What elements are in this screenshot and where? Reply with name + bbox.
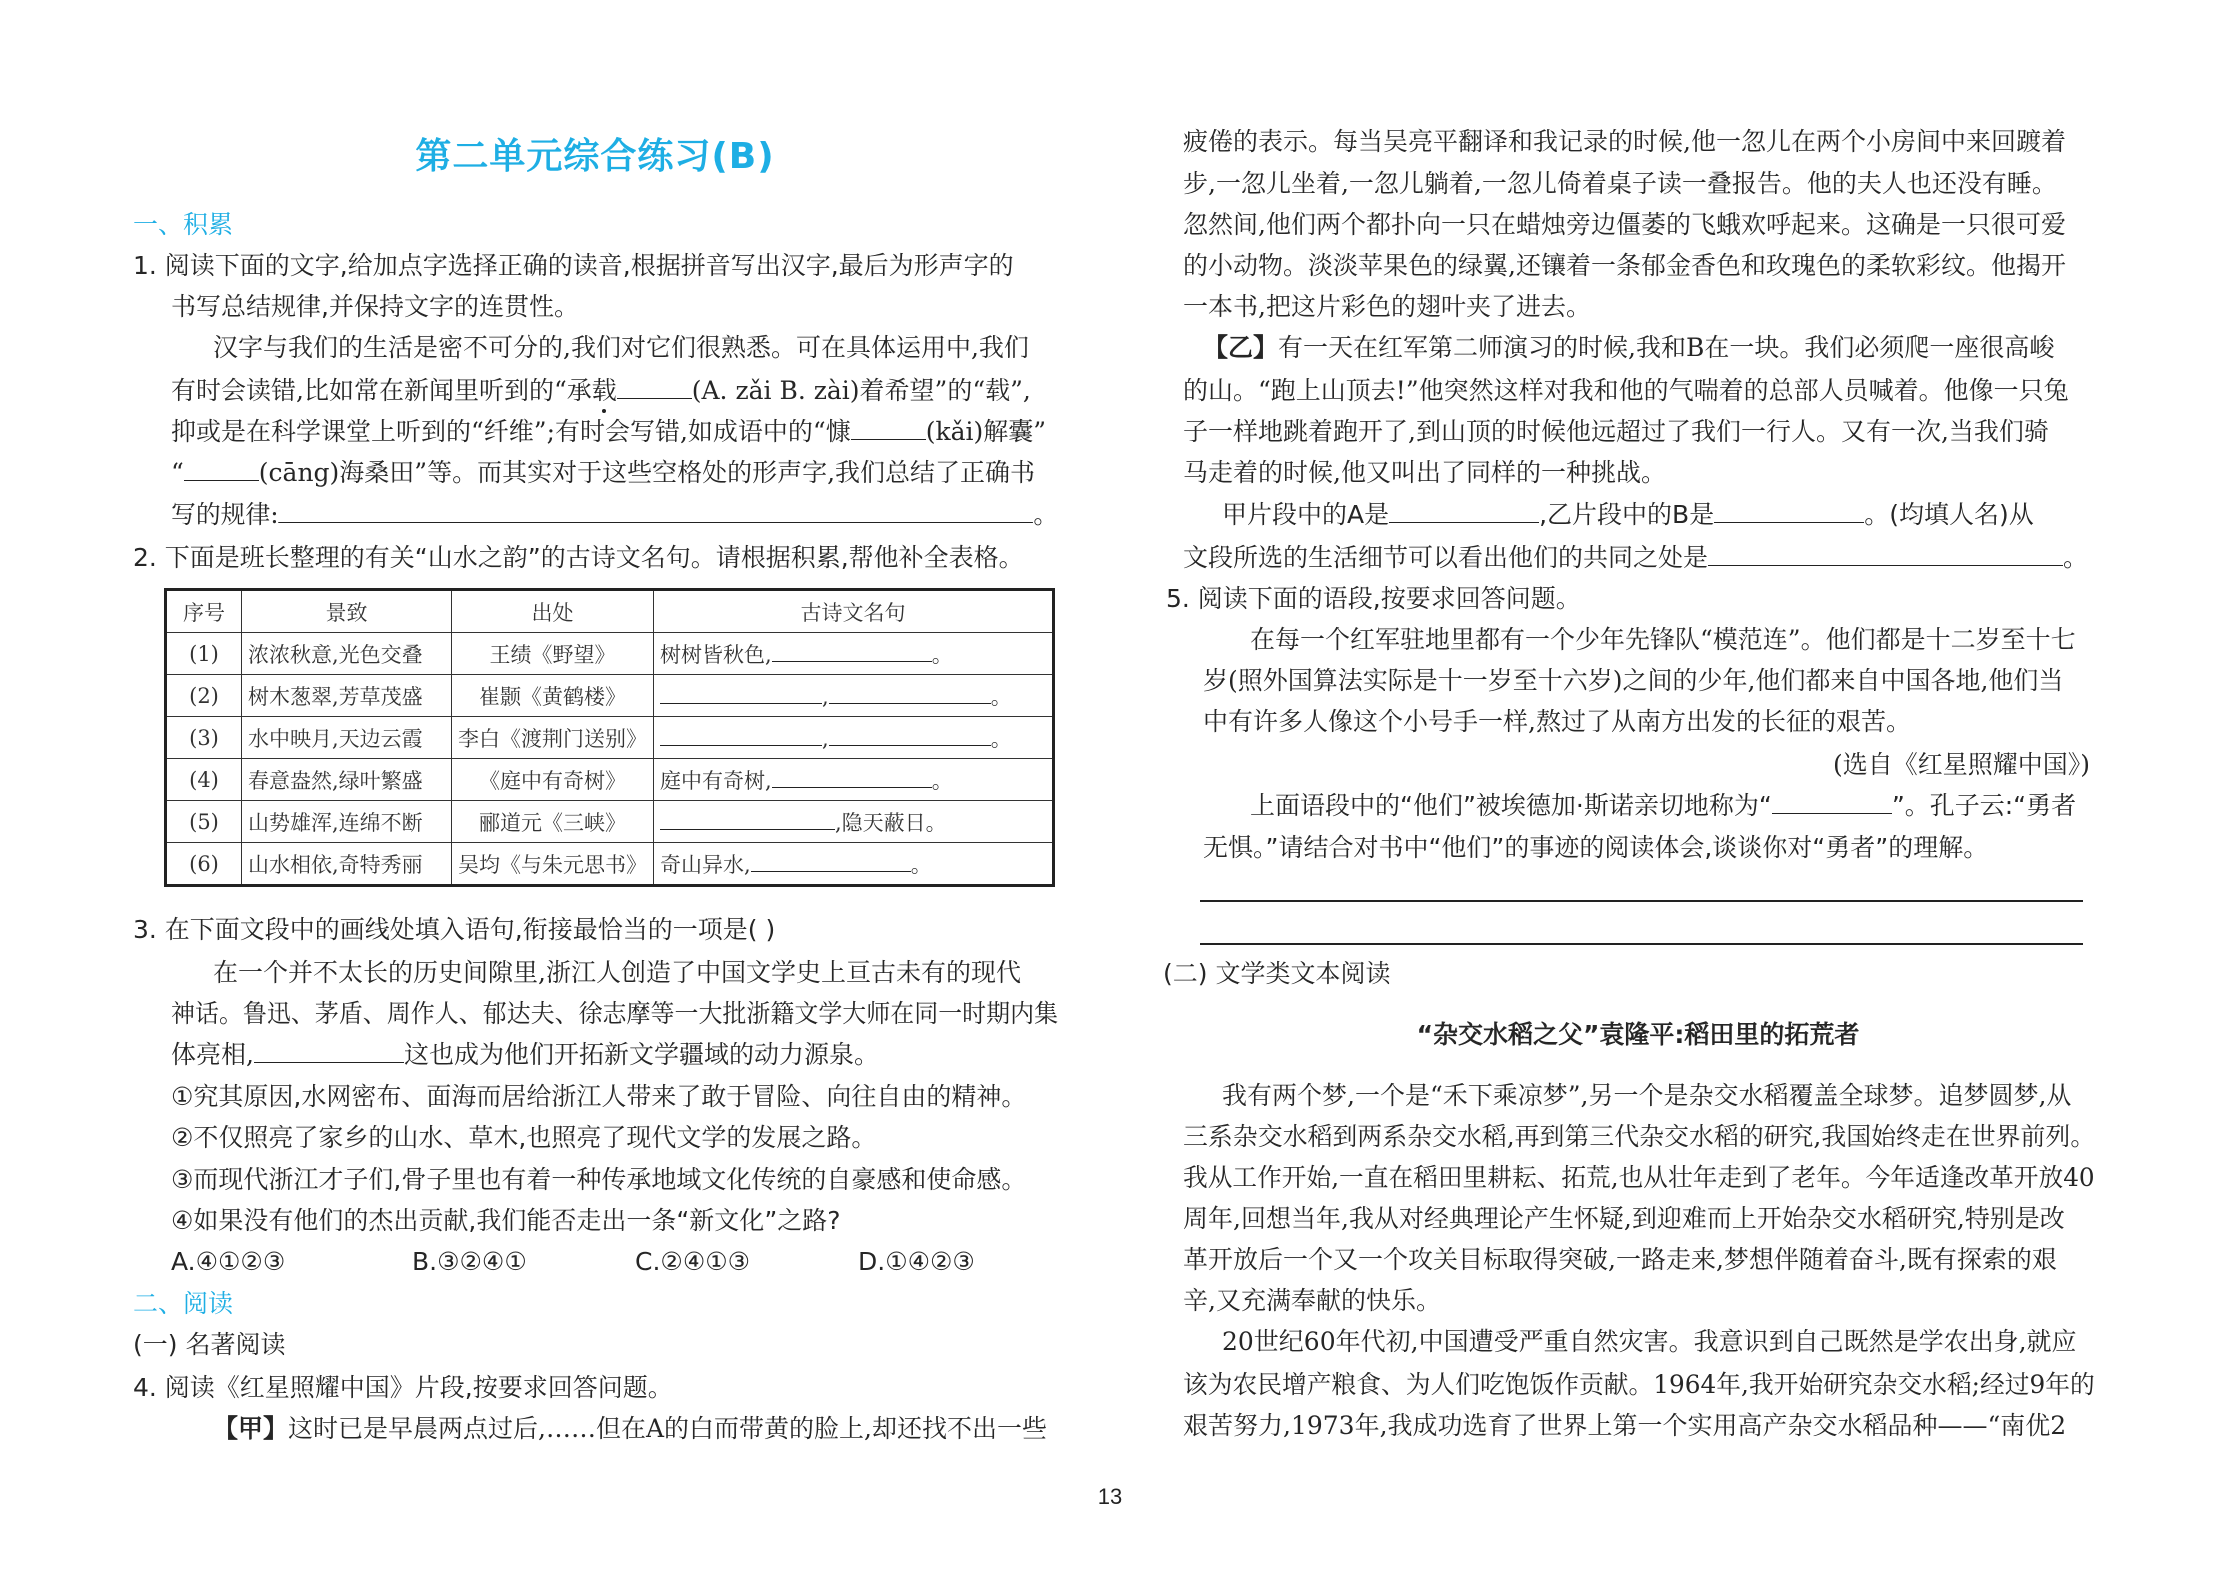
q1-text: 有时会读错,比如常在新闻里听到的“承 (171, 376, 592, 405)
article-line: 辛,又充满奉献的快乐。 (1183, 1286, 1441, 1315)
q4-question-line2 (1183, 543, 2088, 573)
answer-blank-b[interactable] (1714, 500, 1864, 523)
q3-passage-line2: 神话。鲁迅、茅盾、周作人、郁达夫、徐志摩等一大批浙籍文学大师在同一时期内集 (171, 999, 1059, 1028)
column-header: 景致 (242, 590, 452, 633)
verse-text: 庭中有奇树, (660, 768, 772, 793)
jia-tag: 【甲】 (213, 1414, 289, 1443)
yi-line1 (1203, 333, 2054, 363)
yi-line2: 的山。“跑上山顶去!”他突然这样对我和他的气喘着的总部人员喊着。他像一只兔 (1183, 376, 2069, 405)
q1-text: “ (171, 458, 184, 487)
q5-passage-line1: 在每一个红军驻地里都有一个少年先锋队“模范连”。他们都是十二岁至十七 (1250, 625, 2076, 654)
row-verse (654, 801, 1054, 843)
row-number: (5) (166, 801, 242, 843)
q4-text: ,乙片段中的B是 (1539, 500, 1715, 529)
poem-table (164, 588, 1055, 887)
q1-passage-line4 (171, 458, 1035, 488)
q1-prompt-line1: 1. 阅读下面的文字,给加点字选择正确的读音,根据拼音写出汉字,最后为形声字的 (133, 251, 1014, 280)
verse-blank[interactable] (660, 811, 835, 830)
q3-item-2: ②不仅照亮了家乡的山水、草木,也照亮了现代文学的发展之路。 (171, 1123, 877, 1152)
q1-text: 抑或是在科学课堂上听到的“纤维”;有时会写错,如成语中的“慷 (171, 417, 851, 446)
row-source: 王绩《野望》 (452, 633, 654, 675)
q4-text: 。(均填人名)从 (1864, 500, 2034, 529)
article-line: 周年,回想当年,我从对经典理论产生怀疑,到迎难而上开始杂交水稻研究,特别是改 (1183, 1204, 2065, 1233)
column-header: 出处 (452, 590, 654, 633)
q2-prompt: 2. 下面是班长整理的有关“山水之韵”的古诗文名句。请根据积累,帮他补全表格。 (133, 543, 1024, 572)
q1-passage-line3 (171, 417, 1046, 447)
subsection-literary-reading: (二) 文学类文本阅读 (1163, 959, 1391, 988)
verse-text: ,隐天蔽日。 (835, 810, 947, 835)
table-row (166, 801, 1054, 843)
answer-blank-a[interactable] (1389, 500, 1539, 523)
verse-blank[interactable] (829, 727, 991, 746)
article-line: 三系杂交水稻到两系杂交水稻,再到第三代杂交水稻的研究,我国始终走在世界前列。 (1183, 1122, 2096, 1151)
table-row (166, 717, 1054, 759)
q4-jia-line1 (213, 1414, 1047, 1444)
article-line: 20世纪60年代初,中国遭受严重自然灾害。我意识到自己既然是学农出身,就应 (1222, 1327, 2077, 1356)
section-heading-reading: 二、阅读 (133, 1289, 234, 1318)
page-number: 13 (1097, 1484, 1123, 1509)
verse-text: 。 (990, 684, 1012, 709)
article-line: 我有两个梦,一个是“禾下乘凉梦”,另一个是杂交水稻覆盖全球梦。追梦圆梦,从 (1222, 1081, 2072, 1110)
answer-line[interactable] (1200, 943, 2083, 945)
q5-passage-line2: 岁(照外国算法实际是十一岁至十六岁)之间的少年,他们都来自中国各地,他们当 (1203, 666, 2064, 695)
article-line: 革开放后一个又一个攻关目标取得突破,一路走来,梦想伴随着奋斗,既有探索的艰 (1183, 1245, 2057, 1274)
answer-blank-common[interactable] (1708, 543, 2063, 566)
yi-line3: 子一样地跳着跑开了,到山顶的时候他远超过了我们一行人。又有一次,当我们骑 (1183, 417, 2049, 446)
q3-passage-line3 (171, 1040, 879, 1070)
page-title: 第二单元综合练习(B) (415, 136, 775, 177)
q3-prompt: 3. 在下面文段中的画线处填入语句,衔接最恰当的一项是( ) (133, 915, 776, 944)
q1-passage-line2 (171, 376, 1031, 406)
q3-item-4: ④如果没有他们的杰出贡献,我们能否走出一条“新文化”之路? (171, 1206, 841, 1235)
verse-blank[interactable] (772, 643, 932, 662)
row-scene: 春意盎然,绿叶繁盛 (242, 759, 452, 801)
table-row (166, 633, 1054, 675)
table-header-row (166, 590, 1054, 633)
row-number: (6) (166, 843, 242, 886)
q5-source: (选自《红星照耀中国》) (1832, 750, 2090, 779)
article-title: “杂交水稻之父”袁隆平:稻田里的拓荒者 (1416, 1020, 1860, 1049)
row-scene: 水中映月,天边云霞 (242, 717, 452, 759)
jia-cont-line4: 的小动物。淡淡苹果色的绿翼,还镶着一条郁金香色和玫瑰色的柔软彩纹。他揭开 (1183, 251, 2066, 280)
q3-passage-line1: 在一个并不太长的历史间隙里,浙江人创造了中国文学史上亘古未有的现代 (213, 958, 1021, 987)
row-source: 郦道元《三峡》 (452, 801, 654, 843)
q5-text: ”。孔子云:“勇者 (1891, 791, 2077, 820)
row-number: (3) (166, 717, 242, 759)
column-header: 古诗文名句 (654, 590, 1054, 633)
answer-blank-name[interactable] (1772, 791, 1892, 814)
verse-text: 。 (931, 768, 953, 793)
row-number: (2) (166, 675, 242, 717)
table-row (166, 843, 1054, 886)
row-scene: 山水相依,奇特秀丽 (242, 843, 452, 886)
column-header: 序号 (166, 590, 242, 633)
q5-question-line2: 无惧。”请结合对书中“他们”的事迹的阅读体会,谈谈你对“勇者”的理解。 (1203, 833, 1989, 862)
q1-text: (cāng)海桑田”等。而其实对于这些空格处的形声字,我们总结了正确书 (258, 458, 1036, 487)
q1-passage-line1: 汉字与我们的生活是密不可分的,我们对它们很熟悉。可在具体运用中,我们 (213, 333, 1029, 362)
q1-text: (kǎi)解囊” (925, 417, 1047, 446)
q3-item-1: ①究其原因,水网密布、面海而居给浙江人带来了敢于冒险、向往自由的精神。 (171, 1082, 1027, 1111)
verse-blank[interactable] (829, 685, 991, 704)
article-line: 艰苦努力,1973年,我成功选育了世界上第一个实用高产杂交水稻品种——“南优2 (1183, 1411, 2067, 1440)
row-number: (1) (166, 633, 242, 675)
verse-blank[interactable] (751, 853, 911, 872)
verse-text: , (822, 684, 829, 709)
q3-text: 体亮相, (171, 1040, 254, 1069)
jia-cont-line3: 忽然间,他们两个都扑向一只在蜡烛旁边僵萎的飞蛾欢呼起来。这确是一只很可爱 (1183, 210, 2066, 239)
article-line: 我从工作开始,一直在稻田里耕耘、拓荒,也从壮年走到了老年。今年适逢改革开放40 (1183, 1163, 2095, 1192)
q3-option-d[interactable]: D.①④②③ (858, 1247, 975, 1276)
q3-option-b[interactable]: B.③②④① (412, 1247, 527, 1276)
q4-text: 。 (2063, 543, 2089, 572)
q1-prompt-line2: 书写总结规律,并保持文字的连贯性。 (171, 292, 579, 321)
q4-prompt: 4. 阅读《红星照耀中国》片段,按要求回答问题。 (133, 1373, 673, 1402)
dotted-character: 载 (591, 376, 617, 405)
verse-text: , (822, 726, 829, 751)
q5-prompt: 5. 阅读下面的语段,按要求回答问题。 (1166, 584, 1581, 613)
q1-text: (A. zǎi B. zài)着希望”的“载”, (691, 376, 1031, 405)
answer-blank-zai[interactable] (617, 376, 692, 399)
q3-option-c[interactable]: C.②④①③ (635, 1247, 751, 1276)
verse-text: 奇山异水, (660, 852, 751, 877)
row-scene: 树木葱翠,芳草茂盛 (242, 675, 452, 717)
row-source: 《庭中有奇树》 (452, 759, 654, 801)
verse-blank[interactable] (660, 727, 822, 746)
q3-item-3: ③而现代浙江才子们,骨子里也有着一种传承地域文化传统的自豪感和使命感。 (171, 1165, 1027, 1194)
row-verse (654, 675, 1054, 717)
answer-blank-kai[interactable] (851, 417, 926, 440)
q4-text: 文段所选的生活细节可以看出他们的共同之处是 (1183, 543, 1709, 572)
row-verse (654, 633, 1054, 675)
verse-text: 树树皆秋色, (660, 642, 772, 667)
yi-tag: 【乙】 (1203, 333, 1279, 362)
article-line: 该为农民增产粮食、为人们吃饱饭作贡献。1964年,我开始研究杂交水稻;经过9年的 (1183, 1370, 2095, 1399)
answer-line[interactable] (1200, 900, 2083, 902)
verse-text: 。 (990, 726, 1012, 751)
row-verse (654, 759, 1054, 801)
q4-question-line1 (1222, 500, 2034, 530)
row-source: 吴均《与朱元思书》 (452, 843, 654, 886)
row-number: (4) (166, 759, 242, 801)
q3-text: 这也成为他们开拓新文学疆域的动力源泉。 (403, 1040, 879, 1069)
jia-cont-line5: 一本书,把这片彩色的翅叶夹了进去。 (1183, 292, 1591, 321)
verse-blank[interactable] (772, 769, 932, 788)
row-scene: 浓浓秋意,光色交叠 (242, 633, 452, 675)
q1-text: 。 (1033, 500, 1059, 529)
verse-text: 。 (910, 852, 932, 877)
jia-cont-line1: 疲倦的表示。每当吴亮平翻译和我记录的时候,他一忽儿在两个小房间中来回踱着 (1183, 127, 2066, 156)
q3-option-a[interactable]: A.④①②③ (171, 1247, 286, 1276)
answer-blank-sentence[interactable] (254, 1040, 404, 1063)
row-scene: 山势雄浑,连绵不断 (242, 801, 452, 843)
row-verse (654, 717, 1054, 759)
q1-text: 写的规律: (171, 500, 279, 529)
q4-text: 甲片段中的A是 (1222, 500, 1390, 529)
answer-blank-rule[interactable] (279, 500, 1034, 523)
verse-text: 。 (931, 642, 953, 667)
verse-blank[interactable] (660, 685, 822, 704)
table-row (166, 675, 1054, 717)
yi-line4: 马走着的时候,他又叫出了同样的一种挑战。 (1183, 458, 1666, 487)
jia-text: 这时已是早晨两点过后,……但在A的白而带黄的脸上,却还找不出一些 (288, 1414, 1047, 1443)
row-verse (654, 843, 1054, 886)
row-source: 崔颢《黄鹤楼》 (452, 675, 654, 717)
q5-text: 上面语段中的“他们”被埃德加·斯诺亲切地称为“ (1250, 791, 1772, 820)
q1-passage-line5 (171, 500, 1058, 530)
section-heading-accumulation: 一、积累 (133, 210, 234, 239)
answer-blank-cang[interactable] (184, 458, 259, 481)
jia-cont-line2: 步,一忽儿坐着,一忽儿躺着,一忽儿倚着桌子读一叠报告。他的夫人也还没有睡。 (1183, 169, 2057, 198)
q5-question-line1 (1250, 791, 2076, 821)
subsection-classics-reading: (一) 名著阅读 (133, 1330, 286, 1359)
table-row (166, 759, 1054, 801)
row-source: 李白《渡荆门送别》 (452, 717, 654, 759)
yi-text: 有一天在红军第二师演习的时候,我和B在一块。我们必须爬一座很高峻 (1278, 333, 2055, 362)
q5-passage-line3: 中有许多人像这个小号手一样,熬过了从南方出发的长征的艰苦。 (1203, 707, 1911, 736)
